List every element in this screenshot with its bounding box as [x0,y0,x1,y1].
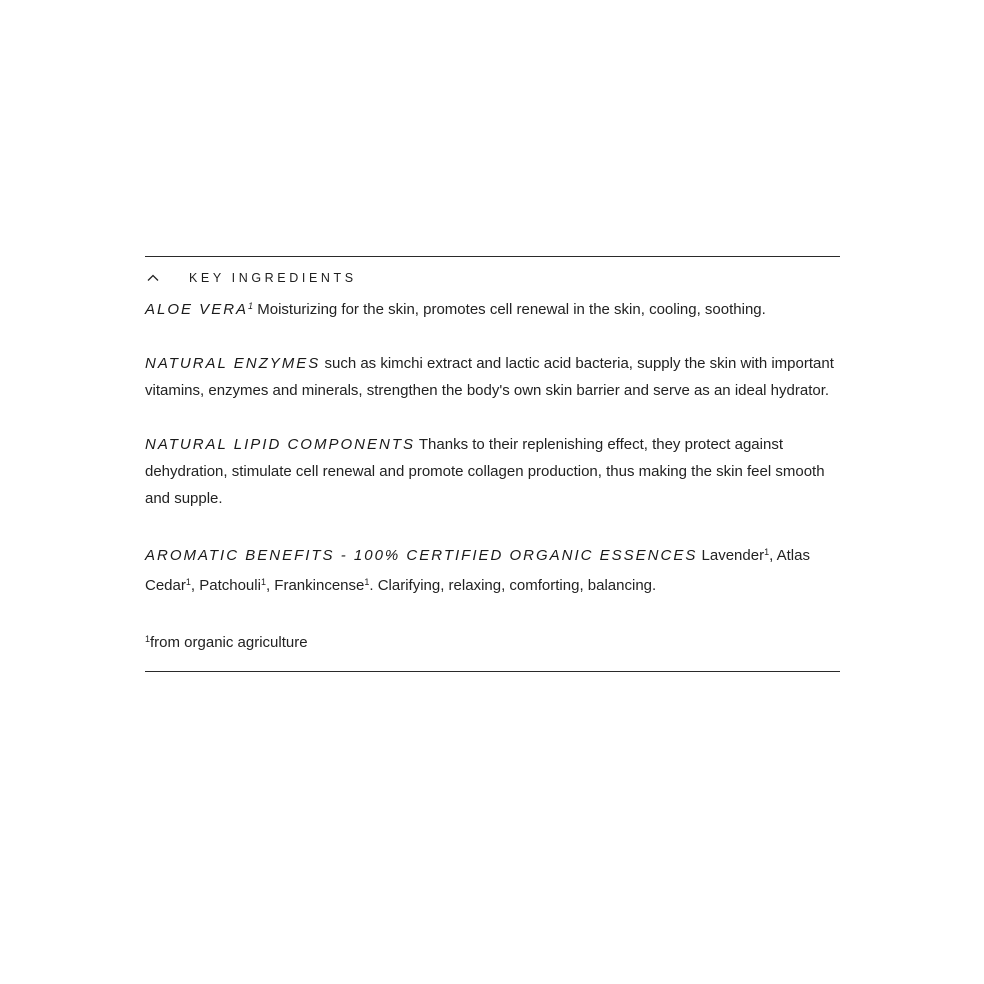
ingredient-aromatic-benefits [145,539,840,599]
ingredients-content [145,293,840,656]
ingredient-name: ALOE VERA$^1$ [145,301,254,318]
key-ingredients-toggle[interactable] [145,265,840,291]
footnote-marker: 1 [145,634,151,644]
ingredient-aloe-vera [145,293,840,323]
footnote-marker: 1 [248,301,254,311]
bottom-divider [145,671,840,672]
essence-atlas-cedar: Atlas Cedar$^1$, [145,547,810,594]
chevron-up-icon[interactable] [146,271,160,285]
key-ingredients-accordion [145,256,840,672]
ingredient-name: AROMATIC BENEFITS - 100% CERTIFIED ORGANIC ESSENCES [145,547,698,564]
top-divider [145,256,840,257]
section-title: KEY INGREDIENTS [189,271,357,285]
ingredient-description: Clarifying, relaxing, comforting, balancing. [377,577,657,594]
essence-patchouli: Patchouli$^1$, [199,577,275,594]
ingredient-name: NATURAL LIPID COMPONENTS [145,436,415,453]
ingredient-description: Moisturizing for the skin, promotes cell renewal in the skin, cooling, soothing. [257,301,766,318]
essence-frankincense: Frankincense$^1$. [274,577,378,594]
essence-lavender: Lavender$^1$, [701,547,777,564]
ingredient-name: NATURAL ENZYMES [145,355,321,372]
ingredient-description: such as kimchi extract and lactic acid bacteria, supply the skin with important vitamins, enzymes and minerals, strengthen the body's own skin barrier and serve as an ideal hydrator. [145,355,834,399]
footnote-text: from organic agriculture [150,634,308,651]
ingredient-description: Thanks to their replenishing effect, they protect against dehydration, stimulate cell renewal and promote collagen production, thus making the skin feel smooth and supple. [145,436,825,507]
ingredient-natural-lipid-components [145,431,840,512]
footnote [145,626,840,656]
ingredient-natural-enzymes [145,350,840,404]
